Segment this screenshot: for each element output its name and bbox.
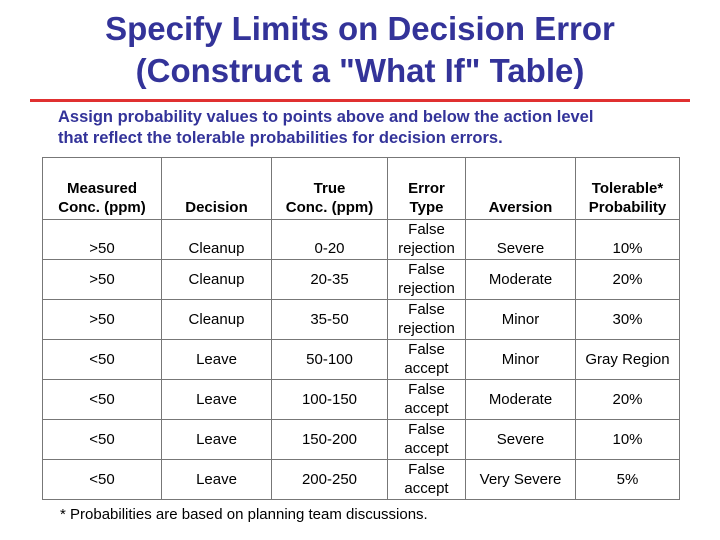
measured-conc-cell: <50 xyxy=(43,340,162,380)
slide-subtitle-line-2: that reflect the tolerable probabilities for decision errors. xyxy=(58,129,503,147)
decision-cell: Leave xyxy=(162,340,272,380)
measured-conc-header xyxy=(43,158,162,220)
header-text-line: Decision xyxy=(185,199,248,216)
header-text-line: Tolerable* xyxy=(591,180,664,197)
probability-cell: Gray Region xyxy=(576,340,680,380)
decision-cell: Cleanup xyxy=(162,220,272,260)
error-type-cell xyxy=(388,300,466,340)
measured-conc-cell: <50 xyxy=(43,460,162,500)
probability-cell: 10% xyxy=(576,420,680,460)
table-row xyxy=(43,380,680,420)
header-text-line: Probability xyxy=(588,199,667,216)
slide-title-line-1: Specify Limits on Decision Error xyxy=(105,10,615,47)
header-text-line: Conc. (ppm) xyxy=(285,199,374,216)
error-type-line: rejection xyxy=(398,240,455,257)
aversion-cell: Severe xyxy=(466,420,576,460)
measured-conc-cell: >50 xyxy=(43,260,162,300)
probability-cell: 10% xyxy=(576,220,680,260)
true-conc-cell: 50-100 xyxy=(272,340,388,380)
header-text-line: Error xyxy=(408,180,445,197)
true-conc-cell: 35-50 xyxy=(272,300,388,340)
true-conc-header xyxy=(272,158,388,220)
table-row xyxy=(43,260,680,300)
error-type-line: rejection xyxy=(398,320,455,337)
decision-cell: Leave xyxy=(162,420,272,460)
aversion-header xyxy=(466,158,576,220)
slide-subtitle xyxy=(58,107,698,149)
footnote: * Probabilities are based on planning team discussions. xyxy=(60,506,428,523)
tolerable-probability-header xyxy=(576,158,680,220)
decision-cell: Cleanup xyxy=(162,300,272,340)
error-type-cell xyxy=(388,380,466,420)
true-conc-cell: 200-250 xyxy=(272,460,388,500)
decision-cell: Leave xyxy=(162,460,272,500)
measured-conc-cell: >50 xyxy=(43,220,162,260)
error-type-cell xyxy=(388,260,466,300)
table-row xyxy=(43,460,680,500)
aversion-cell: Severe xyxy=(466,220,576,260)
what-if-table xyxy=(42,157,680,500)
error-type-header xyxy=(388,158,466,220)
error-type-line: rejection xyxy=(398,280,455,297)
table-row xyxy=(43,220,680,260)
header-text-line: Aversion xyxy=(488,199,553,216)
true-conc-cell: 100-150 xyxy=(272,380,388,420)
error-type-line: False xyxy=(408,261,445,278)
slide-title xyxy=(0,8,720,92)
probability-cell: 20% xyxy=(576,260,680,300)
aversion-cell: Moderate xyxy=(466,260,576,300)
error-type-line: False xyxy=(408,421,445,438)
table-row xyxy=(43,420,680,460)
error-type-line: accept xyxy=(404,480,449,497)
probability-cell: 20% xyxy=(576,380,680,420)
decision-cell: Cleanup xyxy=(162,260,272,300)
table-body xyxy=(43,220,680,500)
aversion-cell: Minor xyxy=(466,340,576,380)
error-type-cell xyxy=(388,460,466,500)
decision-header xyxy=(162,158,272,220)
error-type-line: False xyxy=(408,461,445,478)
error-type-line: False xyxy=(408,341,445,358)
header-text-line: Conc. (ppm) xyxy=(58,199,146,216)
slide-title-line-2: (Construct a "What If" Table) xyxy=(135,52,585,89)
true-conc-cell: 150-200 xyxy=(272,420,388,460)
probability-cell: 30% xyxy=(576,300,680,340)
error-type-line: accept xyxy=(404,400,449,417)
true-conc-cell: 0-20 xyxy=(272,220,388,260)
error-type-line: accept xyxy=(404,440,449,457)
error-type-line: False xyxy=(408,221,445,238)
error-type-cell xyxy=(388,220,466,260)
header-text-line: True xyxy=(313,180,346,197)
error-type-line: False xyxy=(408,381,445,398)
aversion-cell: Minor xyxy=(466,300,576,340)
probability-cell: 5% xyxy=(576,460,680,500)
title-divider xyxy=(30,99,690,102)
measured-conc-cell: >50 xyxy=(43,300,162,340)
error-type-line: accept xyxy=(404,360,449,377)
error-type-line: False xyxy=(408,301,445,318)
measured-conc-cell: <50 xyxy=(43,380,162,420)
true-conc-cell: 20-35 xyxy=(272,260,388,300)
error-type-cell xyxy=(388,420,466,460)
table-row xyxy=(43,340,680,380)
decision-cell: Leave xyxy=(162,380,272,420)
slide-subtitle-line-1: Assign probability values to points above and below the action level xyxy=(58,108,594,126)
aversion-cell: Very Severe xyxy=(466,460,576,500)
table-header-row xyxy=(43,158,680,220)
header-text-line: Type xyxy=(409,199,444,216)
measured-conc-cell: <50 xyxy=(43,420,162,460)
table-row xyxy=(43,300,680,340)
error-type-cell xyxy=(388,340,466,380)
header-text-line: Measured xyxy=(66,180,138,197)
aversion-cell: Moderate xyxy=(466,380,576,420)
